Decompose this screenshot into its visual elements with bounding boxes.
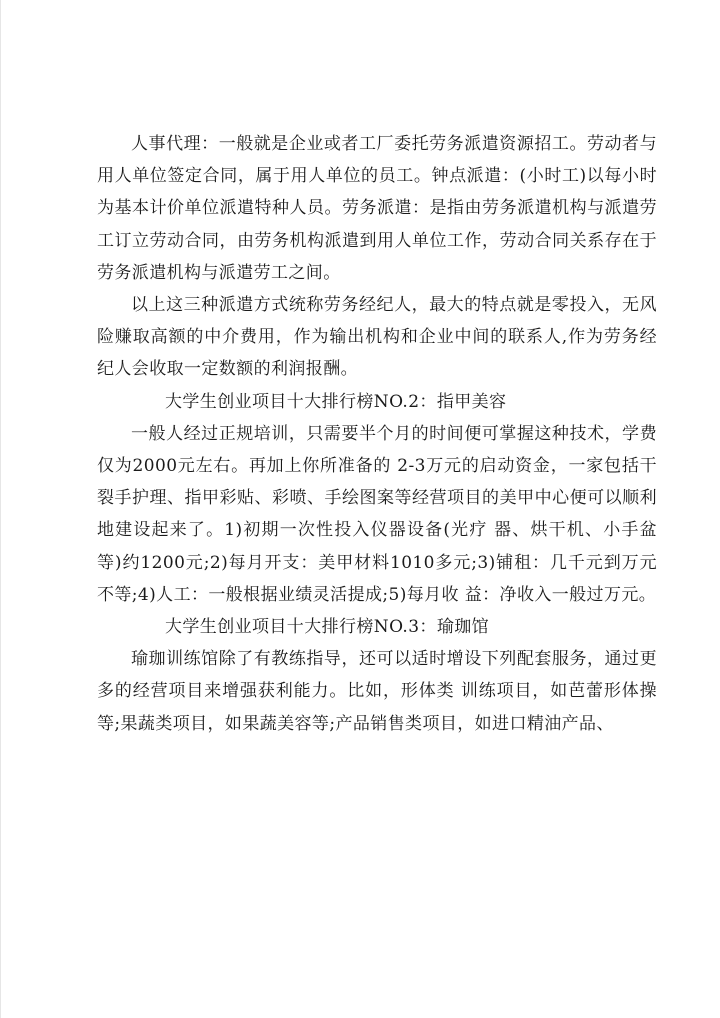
paragraph-labor-broker-summary: 以上这三种派遣方式统称劳务经纪人，最大的特点就是零投入，无风险赚取高额的中介费用，作为输出机构和企业中间的联系人,作为劳务经纪人会收取一定数额的利润报酬。	[97, 295, 657, 380]
paragraph-yoga-studio: 瑜珈训练馆除了有教练指导，还可以适时增设下列配套服务，通过更多的经营项目来增强获利能力。比如，形体类 训练项目，如芭蕾形体操等;果蔬类项目，如果蔬美容等;产品销售类项目，如进口精油产品、	[97, 649, 657, 734]
heading-project-no2: 大学生创业项目十大排行榜NO.2：指甲美容	[165, 391, 507, 412]
paragraph-labor-dispatch-types: 人事代理：一般就是企业或者工厂委托劳务派遣资源招工。劳动者与用人单位签定合同，属于用人单位的员工。钟点派遣：(小时工)以每小时为基本计价单位派遣特种人员。劳务派遣：是指由劳务派遣机构与派遣劳工订立劳动合同，由劳务机构派遣到用人单位工作，劳动合同关系存在于劳务派遣机构与派遣劳工之间。	[97, 134, 657, 283]
heading-project-no3: 大学生创业项目十大排行榜NO.3：瑜珈馆	[165, 617, 490, 638]
paragraph-nail-salon: 一般人经过正规培训，只需要半个月的时间便可掌握这种技术，学费仅为2000元左右。再加上你所准备的 2-3万元的启动资金，一家包括干裂手护理、指甲彩贴、彩喷、手绘图案等经营项目的美甲中心便可以顺利地建设起来了。1)初期一次性投入仪器设备(光疗 器、烘干机、小手盆等)约1200元;2)每月开支：美甲材料1010多元;3)铺租：几千元到万元不等;4)人工：一般根据业绩灵活提成;5)每月收 益：净收入一般过万元。	[97, 423, 657, 605]
document-body	[97, 128, 657, 740]
